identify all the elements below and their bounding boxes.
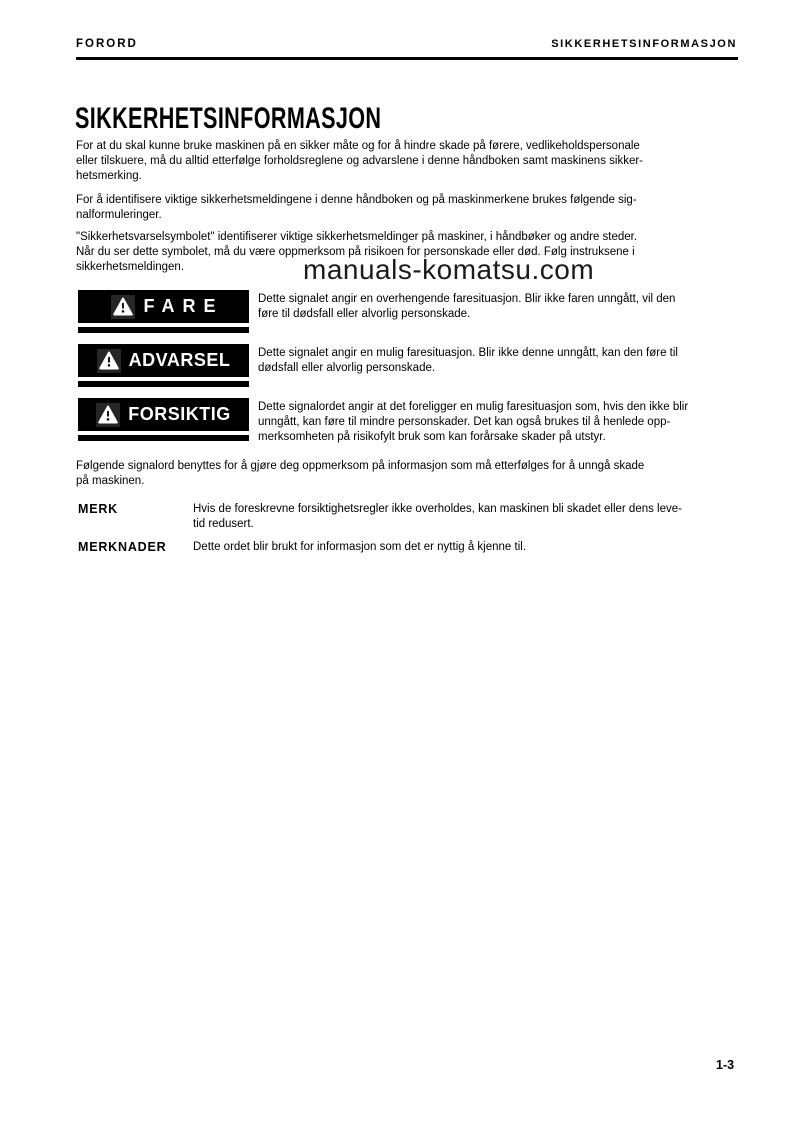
text-line: For at du skal kunne bruke maskinen på en sikker måte og for å hindre skade på førere, vedlikeholdspersonale [76, 140, 640, 152]
text-line: eller tilskuere, må du alltid etterfølge forholdsreglene og advarslene i denne håndboken samt maskinens sikker- [76, 155, 643, 167]
caution-signal-box [78, 398, 249, 431]
caution-box-underline [78, 435, 249, 441]
signal-words-paragraph [76, 459, 739, 489]
header-left-title: FORORD [76, 38, 138, 50]
danger-signal-box [78, 290, 249, 323]
warning-signal-box [78, 344, 249, 377]
danger-signal-text [258, 292, 740, 322]
warning-triangle-icon [111, 295, 135, 319]
warning-signal-text [258, 346, 740, 376]
warning-box-underline [78, 381, 249, 387]
warning-triangle-icon [96, 403, 120, 427]
text-line: hetsmerking. [76, 170, 142, 182]
header-right-title: SIKKERHETSINFORMASJON [551, 38, 737, 50]
text-line: tid redusert. [193, 518, 254, 530]
remarks-label: MERKNADER [78, 540, 167, 554]
text-line: Når du ser dette symbolet, må du være oppmerksom på risikoen for personskade eller død. Følg instruksene i [76, 246, 635, 258]
warning-signal-label: ADVARSEL [128, 350, 231, 370]
note-text [193, 502, 739, 532]
remarks-text [193, 540, 739, 555]
page-number: 1-3 [716, 1058, 735, 1072]
header-rule [76, 57, 738, 60]
caution-signal-text [258, 400, 740, 445]
text-line: Dette ordet blir brukt for informasjon som det er nyttig å kjenne til. [193, 541, 527, 553]
text-line: Hvis de foreskrevne forsiktighetsregler ikke overholdes, kan maskinen bli skadet eller dens leve- [193, 503, 682, 515]
text-line: unngått, kan føre til mindre personskader. Det kan også brukes til å henlede opp- [258, 416, 671, 428]
intro-paragraph-2 [76, 193, 739, 223]
text-line: merksomheten på risikofylt bruk som kan forårsake skader på utstyr. [258, 431, 606, 443]
warning-triangle-icon [97, 349, 121, 373]
note-label: MERK [78, 502, 119, 516]
text-line: Dette signalet angir en mulig faresituasjon. Blir ikke denne unngått, kan den føre til [258, 347, 678, 359]
text-line: For å identifisere viktige sikkerhetsmeldingene i denne håndboken og på maskinmerkene brukes følgende sig- [76, 194, 637, 206]
danger-box-underline [78, 327, 249, 333]
text-line: Dette signalet angir en overhengende faresituasjon. Blir ikke faren unngått, vil den [258, 293, 676, 305]
text-line: Følgende signalord benyttes for å gjøre deg oppmerksom på informasjon som må etterfølges for å unngå skade [76, 460, 645, 472]
text-line: "Sikkerhetsvarselsymbolet" identifiserer viktige sikkerhetsmeldinger på maskiner, i håndbøker og andre steder. [76, 231, 638, 243]
intro-paragraph-1 [76, 139, 739, 184]
text-line: føre til dødsfall eller alvorlig personskade. [258, 308, 471, 320]
caution-signal-label: FORSIKTIG [128, 404, 231, 424]
page-title: SIKKERHETSINFORMASJON [75, 102, 382, 135]
text-line: Dette signalordet angir at det foreligger en mulig faresituasjon som, hvis den ikke blir [258, 401, 689, 413]
danger-signal-label: FARE [143, 296, 224, 316]
site-watermark: manuals-komatsu.com [303, 254, 595, 285]
text-line: nalformuleringer. [76, 209, 162, 221]
text-line: sikkerhetsmeldingen. [76, 261, 185, 273]
text-line: dødsfall eller alvorlig personskade. [258, 362, 436, 374]
text-line: på maskinen. [76, 475, 145, 487]
